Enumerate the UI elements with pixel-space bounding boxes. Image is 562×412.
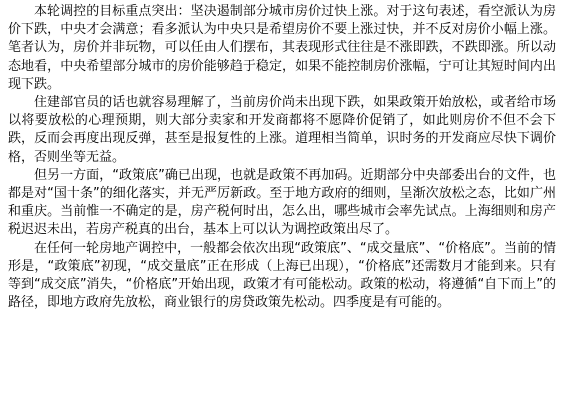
paragraph-4: 在任何一轮房地产调控中，一般都会依次出现“政策底”、“成交量底”、“价格底”。当前的情形是，“政策底”初现，“成交量底”正在形成（上海已出现），“价格底”还需数月才能到来。只有等到“成交底”消失，“价格底”开始出现，政策才有可能松动。政策的松动，将遵循“自下而上”的路径，即地方政府先放松，商业银行的房贷政策先松动。四季度是有可能的。	[8, 240, 556, 311]
paragraph-1: 本轮调控的目标重点突出：坚决遏制部分城市房价过快上涨。对于这句表述，看空派认为房价下跌，中央才会满意；看多派认为中央只是希望房价不要上涨过快，并不反对房价小幅上涨。笔者认为，房价并非玩物，可以任由人们摆布，其表现形式往往是不涨即跌，不跌即涨。所以动态地看，中央希望部分城市的房价能够趋于稳定，如果不能控制房价涨幅，宁可让其短时间内出现下跌。	[8, 4, 556, 92]
paragraph-2: 住建部官员的话也就容易理解了，当前房价尚未出现下跌，如果政策开始放松，或者给市场以将要放松的心理预期，则大部分卖家和开发商都将不愿降价促销了，如此则房价不但不会下跌，反而会再度出现反弹，甚至是报复性的上涨。道理相当简单，识时务的开发商应尽快下调价格，否则坐等无益。	[8, 95, 556, 165]
paragraph-3: 但另一方面，“政策底”确已出现，也就是政策不再加码。近期部分中央部委出台的文件，也都是对“国十条”的细化落实，并无严厉新政。至于地方政府的细则，呈渐次放松之态，比如广州和重庆。当前惟一不确定的是，房产税何时出，怎么出，哪些城市会率先试点。上海细则和房产税迟迟未出，若房产税真的出台，基本上可以认为调控政策出尽了。	[8, 167, 556, 238]
